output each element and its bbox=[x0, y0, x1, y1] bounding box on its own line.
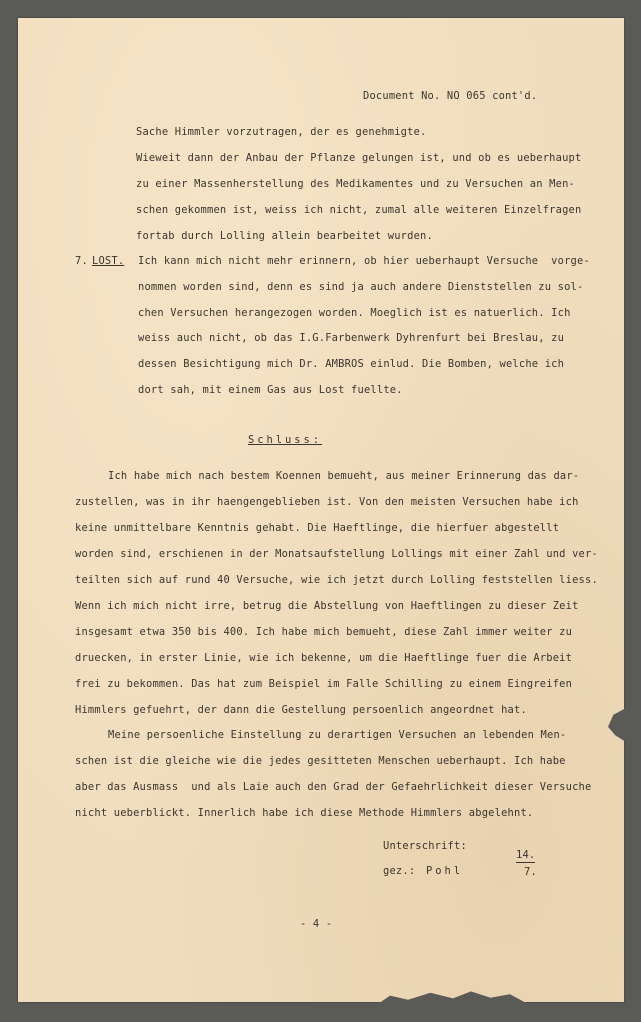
conclusion-p1-line-8: druecken, in erster Linie, wie ich bekenne, um die Haeftlinge fuer die Arbeit bbox=[75, 652, 573, 664]
section6-line-3: zu einer Massenherstellung des Medikamentes und zu Versuchen an Men- bbox=[136, 178, 575, 190]
conclusion-p2-line-4: nicht ueberblickt. Innerlich habe ich diese Methode Himmlers abgelehnt. bbox=[75, 807, 534, 819]
section7-line-3: chen Versuchen herangezogen worden. Moeglich ist es natuerlich. Ich bbox=[138, 307, 571, 319]
section7-line-1: Ich kann mich nicht mehr erinnern, ob hier ueberhaupt Versuche vorge- bbox=[138, 255, 590, 267]
section6-line-2: Wieweit dann der Anbau der Pflanze gelungen ist, und ob es ueberhaupt bbox=[136, 152, 582, 164]
conclusion-p1-line-9: frei zu bekommen. Das hat zum Beispiel im Falle Schilling zu einem Eingreifen bbox=[75, 678, 573, 690]
section7-number: 7. bbox=[75, 255, 88, 267]
section6-line-5: fortab durch Lolling allein bearbeitet wurden. bbox=[136, 230, 433, 242]
section6-line-4: schen gekommen ist, weiss ich nicht, zumal alle weiteren Einzelfragen bbox=[136, 204, 582, 216]
document-reference: Document No. NO 065 cont'd. bbox=[363, 90, 538, 102]
conclusion-p1-line-1: Ich habe mich nach bestem Koennen bemueht, aus meiner Erinnerung das dar- bbox=[108, 470, 580, 482]
signature-date-bottom: 7. bbox=[524, 866, 537, 878]
section7-line-5: dessen Besichtigung mich Dr. AMBROS einlud. Die Bomben, welche ich bbox=[138, 358, 565, 370]
page-number: - 4 - bbox=[300, 918, 333, 930]
conclusion-p1-line-3: keine unmittelbare Kenntnis gehabt. Die Haeftlinge, die hierfuer abgestellt bbox=[75, 522, 560, 534]
conclusion-p1-line-2: zustellen, was in ihr haengengeblieben ist. Von den meisten Versuchen habe ich bbox=[75, 496, 579, 508]
signature-prefix: gez.: bbox=[383, 865, 416, 877]
conclusion-heading: Schluss: bbox=[248, 434, 323, 446]
conclusion-p1-line-10: Himmlers gefuehrt, der dann die Gestellung persoenlich angeordnet hat. bbox=[75, 704, 527, 716]
section7-keyword: LOST. bbox=[92, 255, 125, 267]
section7-line-2: nommen worden sind, denn es sind ja auch andere Dienststellen zu sol- bbox=[138, 281, 584, 293]
conclusion-p1-line-6: Wenn ich mich nicht irre, betrug die Abstellung von Haeftlingen zu dieser Zeit bbox=[75, 600, 579, 612]
document-page bbox=[18, 18, 624, 1002]
paper-tear-right bbox=[608, 708, 626, 742]
paper-tear-bottom bbox=[378, 990, 528, 1004]
signature-label: Unterschrift: bbox=[383, 840, 467, 852]
section6-line-1: Sache Himmler vorzutragen, der es genehmigte. bbox=[136, 126, 427, 138]
conclusion-p1-line-5: teilten sich auf rund 40 Versuche, wie ich jetzt durch Lolling feststellen liess. bbox=[75, 574, 598, 586]
conclusion-p2-line-3: aber das Ausmass und als Laie auch den Grad der Gefaehrlichkeit dieser Versuche bbox=[75, 781, 592, 793]
conclusion-p1-line-4: worden sind, erschienen in der Monatsaufstellung Lollings mit einer Zahl und ver- bbox=[75, 548, 598, 560]
signature-date-top: 14. bbox=[516, 849, 536, 861]
conclusion-p1-line-7: insgesamt etwa 350 bis 400. Ich habe mich bemueht, diese Zahl immer weiter zu bbox=[75, 626, 573, 638]
section7-line-4: weiss auch nicht, ob das I.G.Farbenwerk Dyhrenfurt bei Breslau, zu bbox=[138, 332, 565, 344]
conclusion-p2-line-2: schen ist die gleiche wie die jedes gesitteten Menschen ueberhaupt. Ich habe bbox=[75, 755, 566, 767]
conclusion-p2-line-1: Meine persoenliche Einstellung zu derartigen Versuchen an lebenden Men- bbox=[108, 729, 567, 741]
section7-line-6: dort sah, mit einem Gas aus Lost fuellte. bbox=[138, 384, 403, 396]
signature-name: Pohl bbox=[426, 865, 464, 877]
